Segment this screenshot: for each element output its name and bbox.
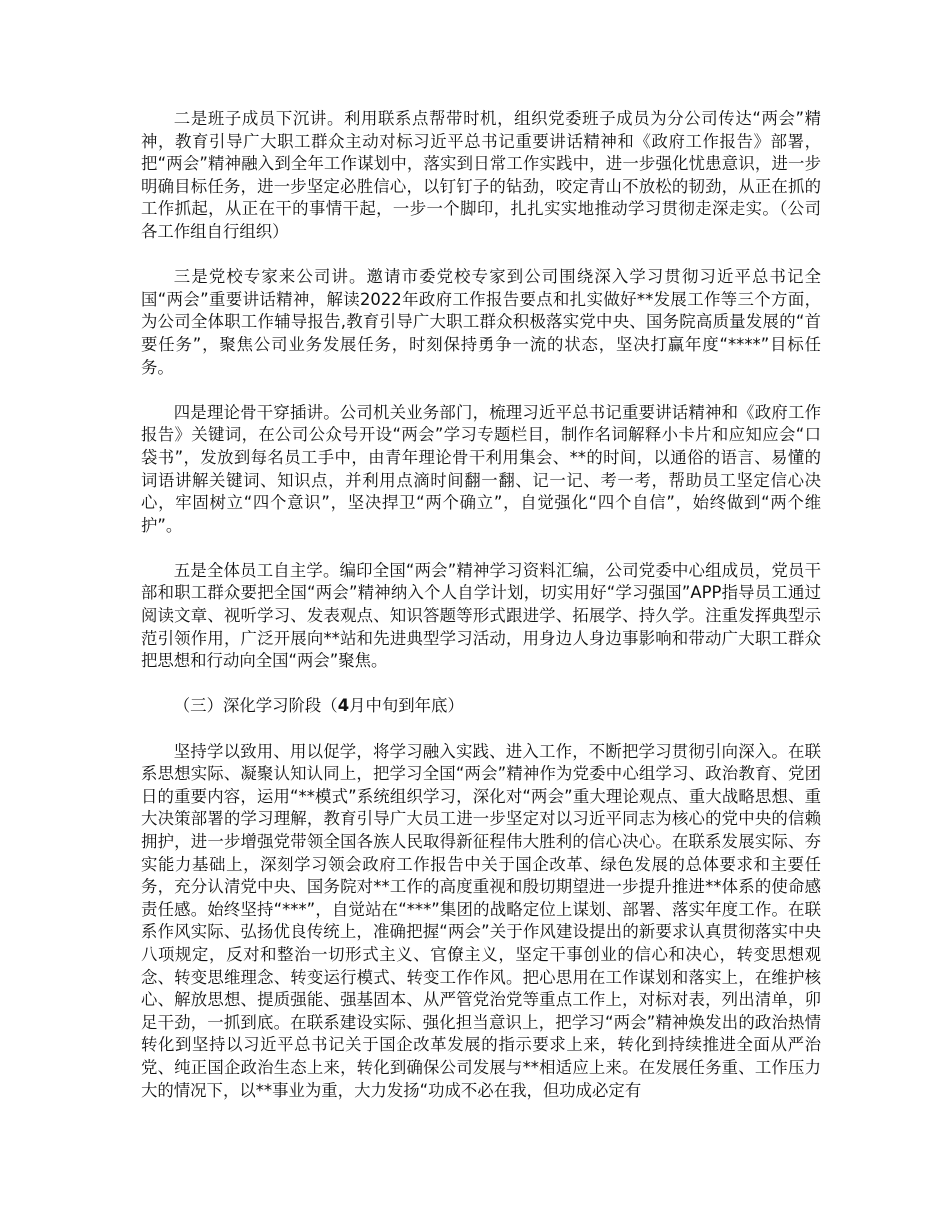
section-heading-prefix: （三）深化学习阶段（ — [173, 696, 338, 716]
section-heading — [141, 695, 821, 718]
section-heading-suffix: 月中旬到年底） — [349, 696, 464, 716]
paragraph-five: 五是全体员工自主学。编印全国“两会”精神学习资料汇编，公司党委中心组成员，党员干部和职工群众要把全国“两会”精神纳入个人自学计划，切实用好“学习强国”APP指导员工通过阅读文章、视听学习、发表观点、知识答题等形式跟进学、拓展学、持久学。注重发挥典型示范引领作用，广泛开展向**站和先进典型学习活动，用身边人身边事影响和带动广大职工群众把思想和行动向全国“两会”聚焦。 — [141, 560, 821, 671]
paragraph-four: 四是理论骨干穿插讲。公司机关业务部门，梳理习近平总书记重要讲话精神和《政府工作报告》关键词，在公司公众号开设“两会”学习专题栏目，制作名词解释小卡片和应知应会“口袋书”，发放到每名员工手中，由青年理论骨干利用集会、**的时间，以通俗的语言、易懂的词语讲解关键词、知识点，并利用点滴时间翻一翻、记一记、考一考，帮助员工坚定信心决心，牢固树立“四个意识”，坚决捍卫“两个确立”，自觉强化“四个自信”，始终做到“两个维护”。 — [141, 402, 821, 535]
section-heading-month: 4 — [337, 696, 350, 716]
paragraph-two: 二是班子成员下沉讲。利用联系点帮带时机，组织党委班子成员为分公司传达“两会”精神，教育引导广大职工群众主动对标习近平总书记重要讲话精神和《政府工作报告》部署，把“两会”精神融入到全年工作谋划中，落实到日常工作实践中，进一步强化忧患意识，进一步明确目标任务，进一步坚定必胜信心，以钉钉子的钻劲，咬定青山不放松的韧劲，从正在抓的工作抓起，从正在干的事情干起，一步一个脚印，扎扎实实地推动学习贯彻走深走实。（公司各工作组自行组织） — [141, 109, 821, 241]
document-body — [141, 108, 821, 1125]
closing-paragraph: 坚持学以致用、用以促学，将学习融入实践、进入工作，不断把学习贯彻引向深入。在联系思想实际、凝聚认知认同上，把学习全国“两会”精神作为党委中心组学习、政治教育、党团日的重要内容，运用“**模式”系统组织学习，深化对“两会”重大理论观点、重大战略思想、重大决策部署的学习理解，教育引导广大员工进一步坚定对以习近平同志为核心的党中央的信赖拥护，进一步增强党带领全国各族人民取得新征程伟大胜利的信心决心。在联系发展实际、夯实能力基础上，深刻学习领会政府工作报告中关于国企改革、绿色发展的总体要求和主要任务，充分认清党中央、国务院对**工作的高度重视和殷切期望进一步提升推进**体系的使命感责任感。始终坚持“***”，自觉站在“***”集团的战略定位上谋划、部署、落实年度工作。在联系作风实际、弘扬优良传统上，准确把握“两会”关于作风建设提出的新要求认真贯彻落实中央八项规定，反对和整治一切形式主义、官僚主义，坚定干事创业的信心和决心，转变思想观念、转变思维理念、转变运行模式、转变工作作风。把心思用在工作谋划和落实上，在维护核心、解放思想、提质强能、强基固本、从严管党治党等重点工作上，对标对表，列出清单，卯足干劲，一抓到底。在联系建设实际、强化担当意识上，把学习“两会”精神焕发出的政治热情转化到坚持以习近平总书记关于国企改革发展的指示要求上来，转化到持续推进全面从严治党、纯正国企政治生态上来，转化到确保公司发展与**相适应上来。在发展任务重、工作压力大的情况下，以**事业为重，大力发扬“功成不必在我，但功成必定有 — [141, 741, 821, 1100]
paragraph-three: 三是党校专家来公司讲。邀请市委党校专家到公司围绕深入学习贯彻习近平总书记全国“两会”重要讲话精神，解读2022年政府工作报告要点和扎实做好**发展工作等三个方面，为公司全体职工作辅导报告,教育引导广大职工群众积极落实党中央、国务院高质量发展的“首要任务”，聚焦公司业务发展任务，时刻保持勇争一流的状态，坚决打赢年度“****”目标任务。 — [141, 267, 821, 377]
